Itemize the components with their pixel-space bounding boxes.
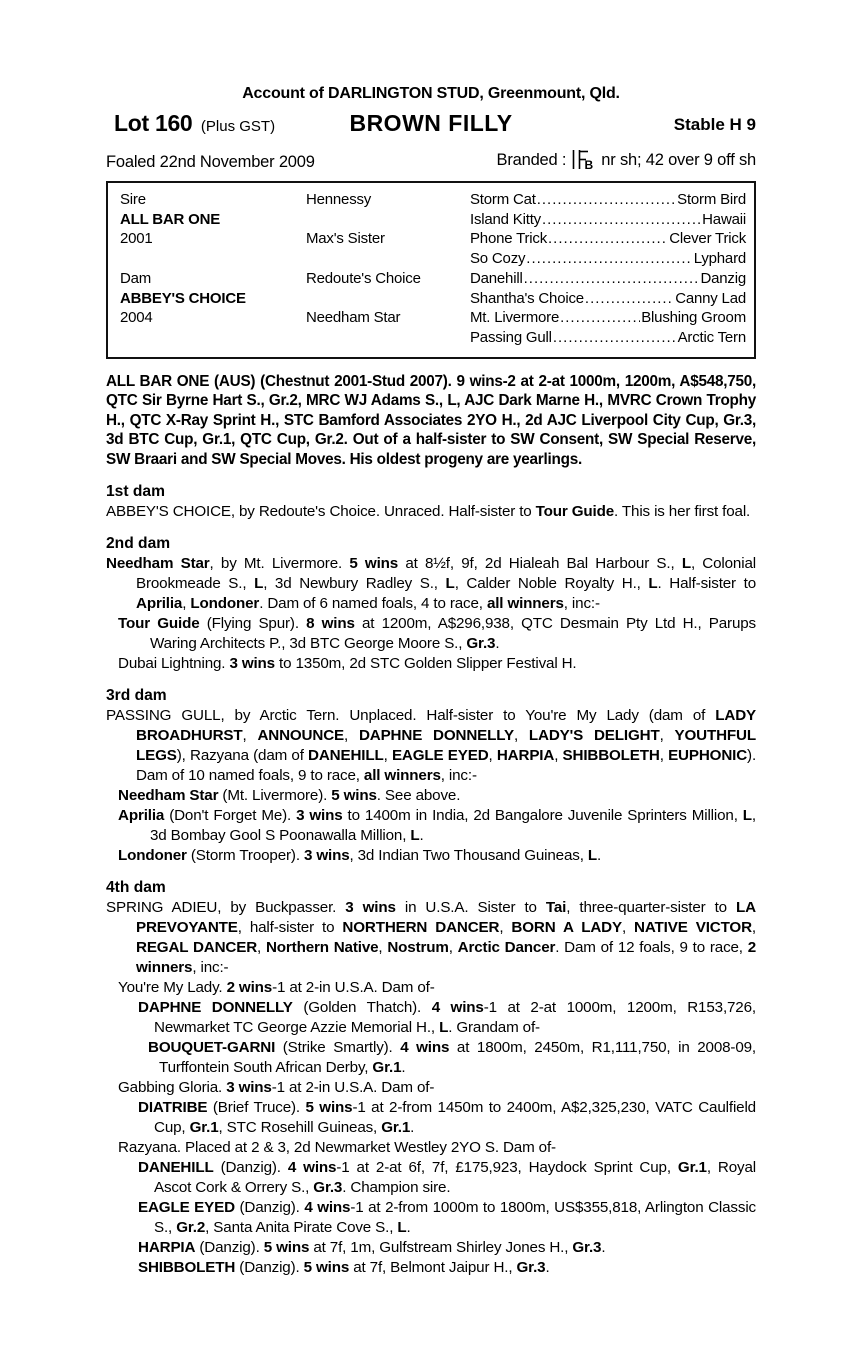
text: , by Mt. Livermore. (209, 554, 350, 572)
bold-text: 3 wins (229, 654, 275, 672)
text: , (383, 746, 392, 764)
horse-name: BROWN FILLY (349, 110, 513, 136)
text: . (545, 1258, 550, 1276)
pedigree-entry (106, 614, 756, 654)
text: . (410, 1118, 415, 1136)
ancestor-col2: Max's Sister (306, 230, 385, 248)
pedigree-entry (106, 846, 756, 866)
text: , (257, 938, 266, 956)
sire-summary (106, 372, 756, 470)
pedigree-entry (106, 1238, 756, 1258)
text: to 1350m, 2d STC Golden Slipper Festival H. (274, 654, 577, 672)
text: , Royal Ascot Cork & Orrery S., (154, 1158, 757, 1196)
text: . (401, 1058, 406, 1076)
ancestor-col1 (120, 249, 306, 269)
text: . Champion sire. (342, 1178, 451, 1196)
bold-text: Londoner (190, 594, 260, 612)
pedigree-entry (106, 806, 756, 846)
pedigree-entry (106, 1078, 756, 1098)
text: . Half-sister to (657, 574, 756, 592)
bold-text: 5 wins (303, 1258, 350, 1276)
text: , STC Rosehill Guineas, (218, 1118, 382, 1136)
bold-text: L (397, 1218, 407, 1236)
text: (Danzig). (195, 1238, 264, 1256)
dam-section (106, 482, 756, 522)
text: at 1200m, A$296,938, QTC Desmain Pty Ltd H., Parups Waring Architects P., 3d BTC George Moore S., (150, 614, 756, 652)
pedigree-entry (106, 898, 756, 978)
text: (Flying Spur). (199, 614, 307, 632)
dam-section (106, 878, 756, 1278)
ancestor-sire: Arctic Tern (677, 328, 746, 346)
leader-dots (560, 308, 640, 328)
text: -1 at 2-at 1000m, 1200m, R153,726, Newmarket TC George Azzie Memorial H., (154, 998, 756, 1036)
text: at 7f, 1m, Gulfstream Shirley Jones H., (309, 1238, 573, 1256)
bold-text: L (742, 806, 752, 824)
text: , inc:- (440, 766, 477, 784)
ancestor-sire: Hawaii (702, 210, 746, 228)
pedigree-row (120, 269, 746, 289)
bold-text: Needham Star (118, 786, 219, 804)
ancestor-pair (470, 289, 746, 309)
bold-text: Aprilia (118, 806, 165, 824)
text: . (601, 1238, 606, 1256)
text: ABBEY'S CHOICE, by Redoute's Choice. Unraced. Half-sister to (106, 502, 536, 520)
bold-text: L (648, 574, 658, 592)
bold-text: 3 wins (226, 1078, 272, 1096)
bold-text: ANNOUNCE (257, 726, 344, 744)
stud-brand-icon (571, 149, 596, 170)
ancestor-sire: Clever Trick (669, 230, 746, 248)
ancestor-col1: ABBEY'S CHOICE (120, 289, 246, 307)
text: , (378, 938, 388, 956)
text: You're My Lady. (118, 978, 227, 996)
leader-dots (537, 190, 676, 210)
ancestor-pair (470, 190, 746, 210)
text: , inc:- (563, 594, 600, 612)
bold-text: HARPIA (496, 746, 555, 764)
bold-text: Gr.1 (381, 1118, 411, 1136)
pedigree-entry (106, 1258, 756, 1278)
bold-text: 5 wins (305, 1098, 353, 1116)
text: . Dam of 12 foals, 9 to race, (555, 938, 748, 956)
text: , (659, 726, 675, 744)
foaled-date: Foaled 22nd November 2009 (106, 153, 315, 171)
ancestor-sire: Storm Bird (677, 191, 746, 208)
pedigree-row (120, 249, 746, 269)
ancestor-name: So Cozy (470, 250, 526, 268)
text: , three-quarter-sister to (566, 898, 737, 916)
bold-text: LA PREVOYANTE (136, 898, 756, 936)
bold-text: 2 winners (136, 938, 757, 976)
ancestor-pair (470, 210, 746, 230)
text: (Danzig). (235, 1258, 304, 1276)
ancestor-name: Storm Cat (470, 191, 536, 208)
text: . (406, 1218, 411, 1236)
text: , (448, 938, 458, 956)
text: . See above. (376, 786, 461, 804)
ancestor-name: Shantha's Choice (470, 289, 584, 307)
bold-text: 4 wins (287, 1158, 337, 1176)
ancestor-name: Phone Trick (470, 230, 548, 248)
ancestor-name: Danehill (470, 269, 523, 287)
ancestor-pair (470, 308, 746, 328)
ancestor-sire: Danzig (700, 269, 746, 287)
text: ), Razyana (dam of (176, 746, 309, 764)
ancestor-sire: Blushing Groom (641, 309, 746, 327)
text: , 3d Bombay Gool S Poonawalla Million, (150, 806, 756, 844)
text: , (242, 726, 258, 744)
text: . (597, 846, 602, 864)
bold-text: L (587, 846, 597, 864)
text: (Danzig). (213, 1158, 288, 1176)
ancestor-sire: Lyphard (693, 250, 746, 268)
bold-text: DIATRIBE (138, 1098, 208, 1116)
foaled-row (106, 149, 756, 172)
bold-text: L (439, 1018, 449, 1036)
dam-sections (106, 482, 756, 1278)
ancestor-col2: Needham Star (306, 309, 401, 327)
text: -1 at 2-in U.S.A. Dam of- (272, 978, 435, 996)
pedigree-table (106, 181, 756, 359)
ancestor-name: Mt. Livermore (470, 309, 560, 327)
branded-label: Branded : (496, 151, 567, 169)
bold-text: 4 wins (400, 1038, 450, 1056)
pedigree-row (120, 229, 746, 249)
bold-text: Gr.3 (516, 1258, 546, 1276)
pedigree-row (120, 210, 746, 230)
bold-text: DAPHNE DONNELLY (358, 726, 514, 744)
bold-text: Londoner (118, 846, 187, 864)
bold-text: YOUTHFUL LEGS (136, 726, 756, 764)
bold-text: 4 wins (304, 1198, 351, 1216)
text: , Calder Noble Royalty H., (454, 574, 649, 592)
text: , inc:- (192, 958, 229, 976)
bold-text: Tour Guide (118, 614, 200, 632)
pedigree-entry (106, 1158, 756, 1198)
account-line: Account of DARLINGTON STUD, Greenmount, Qld. (242, 85, 620, 102)
bold-text: all winners (486, 594, 564, 612)
text: , 3d Indian Two Thousand Guineas, (349, 846, 588, 864)
text: . (419, 826, 424, 844)
pedigree-entry (106, 1198, 756, 1238)
brand-placement: nr sh; 42 over 9 off sh (601, 151, 756, 169)
bold-text: LADY'S DELIGHT (528, 726, 660, 744)
text: -1 at 2-from 1450m to 2400m, A$2,325,230, VATC Caulfield Cup, (154, 1098, 756, 1136)
text: , (621, 918, 635, 936)
ancestor-pair (470, 269, 746, 289)
bold-text: L (410, 826, 420, 844)
lot-number: Lot 160 (114, 110, 193, 136)
bold-text: DAPHNE DONNELLY (138, 998, 293, 1016)
text: to 1400m in India, 2d Bangalore Juvenile Sprinters Million, (342, 806, 743, 824)
bold-text: 5 wins (349, 554, 399, 572)
text: , (488, 746, 497, 764)
pedigree-entry (106, 998, 756, 1038)
bold-text: 5 wins (331, 786, 377, 804)
text: . This is her first foal. (614, 502, 751, 520)
leader-dots (524, 269, 700, 289)
bold-text: 4 wins (431, 998, 484, 1016)
text: (Brief Truce). (207, 1098, 306, 1116)
text: at 7f, Belmont Jaipur H., (349, 1258, 517, 1276)
text: at 1800m, 2450m, R1,111,750, in 2008-09, Turffontein South African Derby, (159, 1038, 756, 1076)
ancestor-col2: Redoute's Choice (306, 269, 421, 287)
ancestor-col1: Sire (120, 191, 146, 208)
leader-dots (548, 229, 668, 249)
text: Razyana. Placed at 2 & 3, 2d Newmarket Westley 2YO S. Dam of- (118, 1138, 556, 1156)
bold-text: L (681, 554, 691, 572)
bold-text: Gr.3 (572, 1238, 602, 1256)
section-heading: 1st dam (106, 482, 165, 500)
text: , (182, 594, 191, 612)
text: , Colonial Brookmeade S., (136, 554, 756, 592)
ancestor-name: Island Kitty (470, 210, 541, 228)
pedigree-entry (106, 1038, 756, 1078)
dam-section (106, 534, 756, 674)
text: , 3d Newbury Radley S., (263, 574, 446, 592)
text: , (659, 746, 669, 764)
text: SPRING ADIEU, by Buckpasser. (106, 898, 346, 916)
section-heading: 2nd dam (106, 534, 171, 552)
text: , (344, 726, 359, 744)
pedigree-entry (106, 1098, 756, 1138)
bold-text: Gr.3 (313, 1178, 343, 1196)
bold-text: Gr.1 (677, 1158, 707, 1176)
bold-text: SHIBBOLETH (562, 746, 660, 764)
leader-dots (526, 249, 692, 269)
svg-text:B: B (584, 158, 594, 170)
pedigree-entry (106, 502, 756, 522)
bold-text: Gr.3 (466, 634, 496, 652)
ancestor-col1: Dam (120, 269, 152, 287)
ancestor-col2 (306, 328, 470, 348)
pedigree-row (120, 289, 746, 309)
bold-text: NATIVE VICTOR (634, 918, 752, 936)
text: (Mt. Livermore). (218, 786, 332, 804)
ancestor-name: Passing Gull (470, 328, 552, 346)
bold-text: 3 wins (303, 846, 350, 864)
text: . Dam of 6 named foals, 4 to race, (259, 594, 487, 612)
text: (Storm Trooper). (186, 846, 304, 864)
ancestor-col2 (306, 210, 470, 230)
bold-text: Gr.1 (372, 1058, 402, 1076)
bold-text: REGAL DANCER (136, 938, 258, 956)
ancestor-col2 (306, 249, 470, 269)
pedigree-entry (106, 554, 756, 614)
bold-text: 3 wins (296, 806, 343, 824)
bold-text: LADY BROADHURST (136, 706, 756, 744)
bold-text: ALL BAR ONE (AUS) (Chestnut 2001-Stud 2007). 9 wins-2 at 2-at 1000m, 1200m, A$548,750, QTC Sir Byrne Hart S., Gr.2, MRC WJ Adams S., L, AJC Dark Marne H., MVRC Crown Trophy H., QTC X-Ray Sprint H., STC Bamford Associates 2YO H., 2d AJC Liverpool City Cup, Gr.3, 3d BTC Cup, Gr.1, QTC Cup, Gr.2. Out of a half-sister to SW Consent, SW Special Reserve, SW Braari and SW Special Moves. His oldest progeny are yearlings. (106, 372, 756, 468)
text: , Santa Anita Pirate Cove S., (205, 1218, 398, 1236)
bold-text: L (445, 574, 455, 592)
text: PASSING GULL, by Arctic Tern. Unplaced. Half-sister to You're My Lady (dam of (106, 706, 716, 724)
text: . Grandam of- (448, 1018, 540, 1036)
pedigree-row (120, 328, 746, 348)
bold-text: EAGLE EYED (391, 746, 489, 764)
text: (Golden Thatch). (292, 998, 432, 1016)
bold-text: 3 wins (345, 898, 396, 916)
ancestor-col2: Hennessy (306, 191, 372, 208)
pedigree-entry (106, 706, 756, 786)
text: , half-sister to (237, 918, 343, 936)
ancestor-col1: 2001 (120, 230, 153, 248)
bold-text: Tour Guide (535, 502, 615, 520)
ancestor-col1: ALL BAR ONE (120, 210, 221, 228)
pedigree-entry (106, 786, 756, 806)
bold-text: NORTHERN DANCER (342, 918, 500, 936)
pedigree-entry (106, 978, 756, 998)
bold-text: SHIBBOLETH (138, 1258, 236, 1276)
bold-text: Tai (545, 898, 567, 916)
stable-number: Stable H 9 (673, 115, 756, 134)
text: . (495, 634, 500, 652)
bold-text: HARPIA (138, 1238, 196, 1256)
text: , (751, 918, 756, 936)
pedigree-entry (106, 654, 756, 674)
bold-text: DANEHILL (138, 1158, 214, 1176)
bold-text: all winners (363, 766, 441, 784)
bold-text: DANEHILL (308, 746, 384, 764)
bold-text: Aprilia (136, 594, 183, 612)
bold-text: EUPHONIC (668, 746, 748, 764)
bold-text: Arctic Dancer (457, 938, 556, 956)
text: -1 at 2-from 1000m to 1800m, US$355,818, Arlington Classic S., (154, 1198, 756, 1236)
bold-text: Gr.2 (176, 1218, 206, 1236)
bold-text: BOUQUET-GARNI (148, 1038, 276, 1056)
text: Gabbing Gloria. (118, 1078, 227, 1096)
bold-text: BORN A LADY (511, 918, 622, 936)
text: ). Dam of 10 named foals, 9 to race, (136, 746, 757, 784)
ancestor-pair (470, 328, 746, 348)
leader-dots (542, 210, 701, 230)
lot-left (114, 110, 275, 137)
ancestor-pair (470, 249, 746, 269)
pedigree-entry (106, 1138, 756, 1158)
text: -1 at 2-in U.S.A. Dam of- (271, 1078, 435, 1096)
branded-info (497, 149, 756, 172)
ancestor-sire: Canny Lad (675, 289, 746, 307)
lot-row (106, 110, 756, 140)
bold-text: Gr.1 (189, 1118, 219, 1136)
leader-dots (585, 289, 674, 309)
bold-text: 2 wins (226, 978, 273, 996)
leader-dots (553, 328, 677, 348)
bold-text: Nostrum (387, 938, 449, 956)
text: , (554, 746, 563, 764)
pedigree-row (120, 308, 746, 328)
ancestor-pair (470, 229, 746, 249)
text: (Strike Smartly). (275, 1038, 401, 1056)
text: at 8½f, 9f, 2d Hialeah Bal Harbour S., (398, 554, 682, 572)
bold-text: 5 wins (263, 1238, 310, 1256)
bold-text: Needham Star (106, 554, 210, 572)
text: , (513, 726, 529, 744)
pedigree-row (120, 190, 746, 210)
dam-section (106, 686, 756, 866)
text: Dubai Lightning. (118, 654, 230, 672)
bold-text: EAGLE EYED (138, 1198, 235, 1216)
bold-text: 8 wins (306, 614, 355, 632)
text: (Danzig). (234, 1198, 305, 1216)
gst-note: (Plus GST) (200, 118, 276, 135)
section-heading: 3rd dam (106, 686, 167, 704)
text: -1 at 2-at 6f, 7f, £175,923, Haydock Sprint Cup, (336, 1158, 678, 1176)
ancestor-col1: 2004 (120, 309, 153, 327)
text: (Don't Forget Me). (164, 806, 297, 824)
text: , (499, 918, 512, 936)
section-heading: 4th dam (106, 878, 166, 896)
ancestor-col2 (306, 289, 470, 309)
ancestor-col1 (120, 328, 306, 348)
text: in U.S.A. Sister to (395, 898, 546, 916)
bold-text: Northern Native (265, 938, 379, 956)
bold-text: L (254, 574, 264, 592)
